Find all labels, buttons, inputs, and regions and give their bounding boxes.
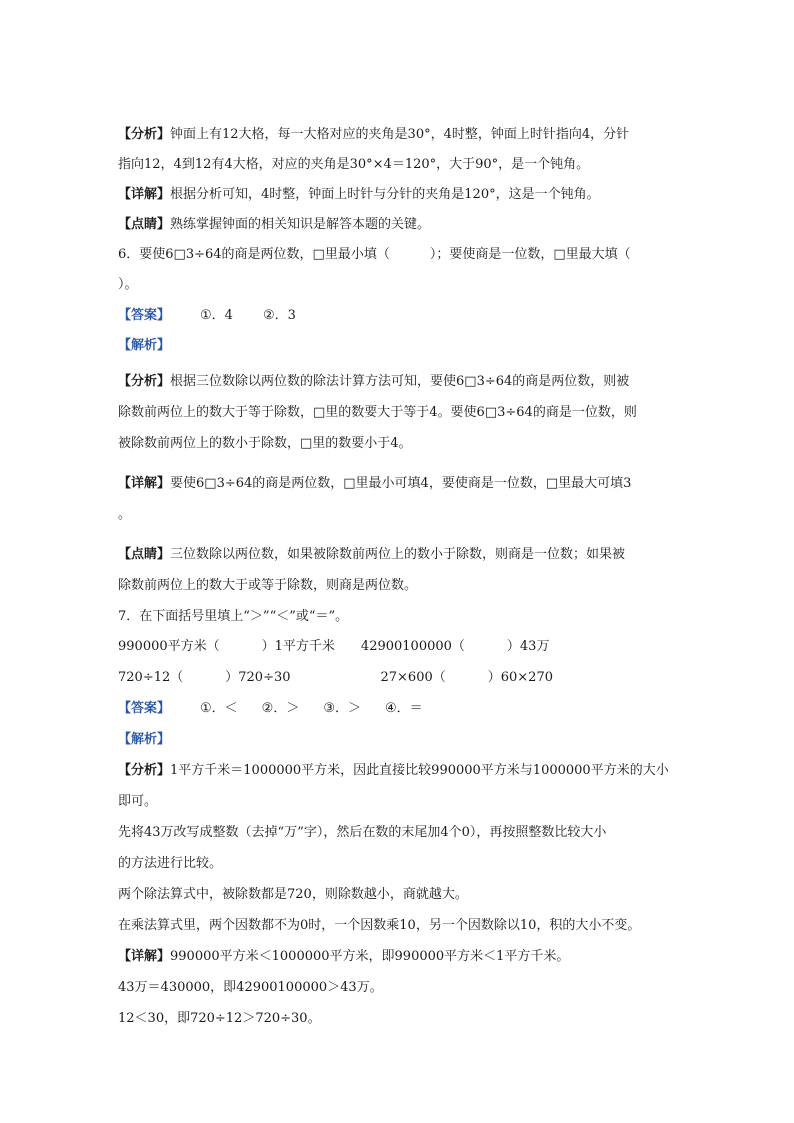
answer-value: ③．＞ <box>323 701 361 716</box>
question-6-line <box>118 246 631 264</box>
analysis-tag: 【分析】 <box>118 374 171 389</box>
detail-tag: 【详解】 <box>118 476 171 491</box>
analysis-text: 两个除法算式中，被除数都是720，则除数越小，商就越大。 <box>118 887 468 902</box>
analysis-text: 的方法进行比较。 <box>118 856 223 871</box>
analysis-text: 在乘法算式里，两个因数都不为0时，一个因数乘10，另一个因数除以10，积的大小不变。 <box>118 918 641 933</box>
compare-item: 990000平方米（ <box>118 639 220 654</box>
answer-value: ①．4 <box>200 308 233 323</box>
analysis-text: 即可。 <box>118 794 158 809</box>
tip-line <box>118 577 417 595</box>
compare-item: ）60×270 <box>487 670 553 685</box>
tip-tag: 【点睛】 <box>118 547 171 562</box>
question-text: ）；要使商是一位数，□里最大填（ <box>429 247 631 262</box>
compare-item: ）43万 <box>506 639 550 654</box>
detail-text: 43万＝430000，即42900100000＞43万。 <box>118 980 383 995</box>
detail-text: 根据分析可知，4时整，钟面上时针与分针的夹角是120°，这是一个钝角。 <box>170 187 600 202</box>
analysis-text: 1平方千米＝1000000平方米，因此直接比较990000平方米与1000000平方米的大小 <box>170 763 669 778</box>
tip-line <box>118 216 430 234</box>
answer-value: ④．＝ <box>384 701 423 716</box>
detail-line <box>118 979 383 997</box>
analysis-text: 除数前两位上的数大于等于除数，□里的数要大于等于4。要使6□3÷64的商是一位数，则 <box>118 405 637 420</box>
analysis-tag: 【分析】 <box>118 763 171 778</box>
answer-value: ②．3 <box>262 308 296 323</box>
tip-text: 除数前两位上的数大于或等于除数，则商是两位数。 <box>118 578 418 593</box>
detail-text: 。 <box>118 507 132 522</box>
question-7-title <box>118 608 348 626</box>
question-text: ）。 <box>118 277 138 292</box>
detail-line <box>118 948 569 966</box>
analysis-line <box>118 435 412 453</box>
analysis-text: 指向12，4到12有4大格，对应的夹角是30°×4＝120°，大于90°，是一个钝角。 <box>118 157 590 172</box>
detail-line <box>118 506 131 524</box>
analysis-line <box>118 917 640 935</box>
answer-value: ②．＞ <box>261 701 300 716</box>
question-6-line <box>118 276 138 294</box>
answer-line <box>118 700 423 718</box>
detail-line <box>118 1010 321 1028</box>
explanation-tag: 【解析】 <box>118 338 171 353</box>
answer-tag: 【答案】 <box>118 701 171 716</box>
analysis-line <box>118 793 157 811</box>
analysis-line <box>118 404 637 422</box>
answer-value: ①．＜ <box>200 701 238 716</box>
answer-line <box>118 307 296 325</box>
analysis-line <box>118 762 669 780</box>
tip-text: 三位数除以两位数，如果被除数前两位上的数小于除数，则商是一位数；如果被 <box>170 547 626 562</box>
analysis-line <box>118 373 629 391</box>
analysis-line <box>118 855 222 873</box>
detail-text: 12＜30，即720÷12＞720÷30。 <box>118 1011 321 1026</box>
analysis-line <box>118 824 606 842</box>
analysis-text: 被除数前两位上的数小于除数，□里的数要小于4。 <box>118 436 412 451</box>
compare-item: 27×600（ <box>380 670 446 685</box>
explanation-heading <box>118 731 170 749</box>
answer-tag: 【答案】 <box>118 308 171 323</box>
detail-text: 要使6□3÷64的商是两位数，□里最小可填4，要使商是一位数，□里最大可填3 <box>170 476 632 491</box>
tip-tag: 【点睛】 <box>118 217 171 232</box>
analysis-text: 钟面上有12大格，每一大格对应的夹角是30°，4时整，钟面上时针指向4，分针 <box>170 127 630 142</box>
explanation-heading <box>118 337 170 355</box>
analysis-tag: 【分析】 <box>118 127 171 142</box>
compare-item: 720÷12（ <box>118 670 184 685</box>
compare-row <box>118 669 553 687</box>
analysis-line <box>118 886 468 904</box>
explanation-tag: 【解析】 <box>118 732 171 747</box>
analysis-text: 先将43万改写成整数（去掉“万”字），然后在数的末尾加4个0），再按照整数比较大小 <box>118 825 607 840</box>
question-text: 6．要使6□3÷64的商是两位数，□里最小填（ <box>118 247 390 262</box>
tip-text: 熟练掌握钟面的相关知识是解答本题的关键。 <box>170 217 431 232</box>
detail-line <box>118 186 600 204</box>
tip-line <box>118 546 625 564</box>
compare-item: ）1平方千米 <box>261 639 335 654</box>
analysis-text: 根据三位数除以两位数的除法计算方法可知，要使6□3÷64的商是两位数，则被 <box>170 374 630 389</box>
detail-tag: 【详解】 <box>118 187 171 202</box>
detail-text: 990000平方米＜1000000平方米，即990000平方米＜1平方千米。 <box>170 949 570 964</box>
compare-item: 42900100000（ <box>360 639 465 654</box>
detail-line <box>118 475 631 493</box>
question-text: 7．在下面括号里填上“＞”“＜”或“＝”。 <box>118 609 349 624</box>
compare-row <box>118 638 549 656</box>
detail-tag: 【详解】 <box>118 949 171 964</box>
compare-item: ）720÷30 <box>225 670 291 685</box>
analysis-line <box>118 126 629 144</box>
analysis-line <box>118 156 589 174</box>
